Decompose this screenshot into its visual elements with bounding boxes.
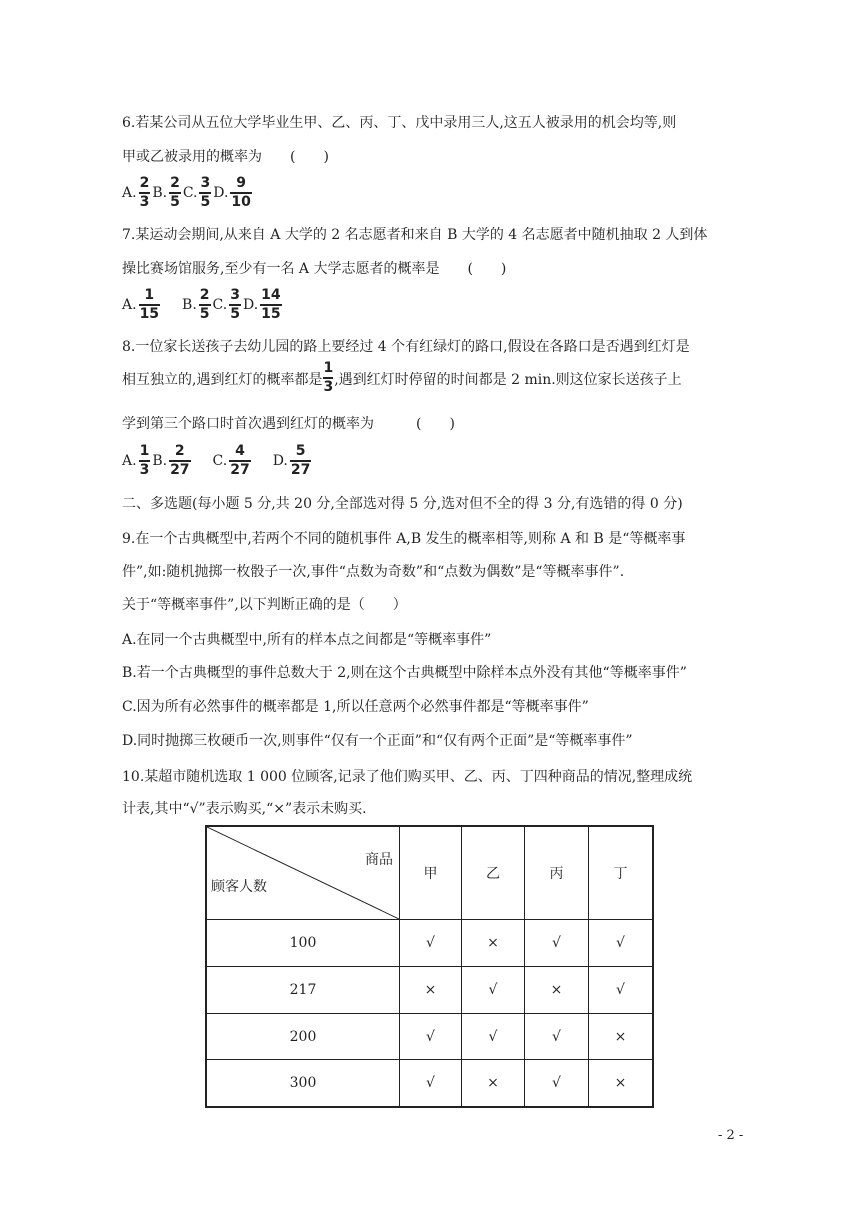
q6-option-d-label: D. <box>213 184 229 201</box>
purchase-mark: √ <box>525 920 589 967</box>
q9-text-line3: 关于“等概率事件”,以下判断正确的是（ ） <box>122 597 407 613</box>
q7-option-d-fraction <box>260 287 281 323</box>
q6-option-c-fraction <box>199 175 211 211</box>
denominator: 3 <box>323 378 334 395</box>
corner-label-customers: 顾客人数 <box>211 879 267 895</box>
denominator: 5 <box>170 193 180 210</box>
q6-option-b-fraction <box>169 175 181 211</box>
denominator: 5 <box>200 193 211 210</box>
purchase-mark: √ <box>400 1060 462 1107</box>
q10-text-line1: 10.某超市随机选取 1 000 位顾客,记录了他们购买甲、乙、丙、丁四种商品的情况,整理成统 <box>122 769 693 785</box>
q8-option-b-fraction <box>169 443 190 479</box>
numerator: 5 <box>295 443 306 459</box>
section-heading-multiple-choice: 二、多选题(每小题 5 分,共 20 分,全部选对得 5 分,选对但不全的得 3 分,有选错的得 0 分) <box>122 496 683 512</box>
q7-text-line1: 7.某运动会期间,从来自 A 大学的 2 名志愿者和来自 B 大学的 4 名志愿者中随机抽取 2 人到体 <box>122 227 708 243</box>
purchase-table <box>205 825 654 1108</box>
q8-text-line3: 学到第三个路口时首次遇到红灯的概率为 ( ) <box>122 416 455 432</box>
purchase-mark: √ <box>400 920 462 967</box>
q7-option-c-fraction <box>229 287 241 323</box>
denominator: 10 <box>231 193 251 210</box>
table-row <box>206 1060 653 1107</box>
q9-text-line1: 9.在一个古典概型中,若两个不同的随机事件 A,B 发生的概率相等,则称 A 和 B 是“等概率事 <box>122 531 686 547</box>
purchase-mark: × <box>589 1014 654 1060</box>
numerator: 2 <box>139 175 150 191</box>
q7-option-a-fraction <box>139 287 160 323</box>
purchase-mark: √ <box>589 967 654 1014</box>
denominator: 27 <box>170 461 190 478</box>
q8-option-c-label: C. <box>212 452 228 469</box>
numerator: 3 <box>230 287 240 303</box>
q9-option-c: C.因为所有必然事件的概率都是 1,所以任意两个必然事件都是“等概率事件” <box>122 699 589 715</box>
customer-count: 200 <box>206 1014 400 1060</box>
purchase-mark: √ <box>462 967 525 1014</box>
denominator: 5 <box>199 305 210 322</box>
q8-inline-fraction <box>323 360 333 396</box>
q8-option-a-label: A. <box>122 452 137 469</box>
q6-text-line1: 6.若某公司从五位大学毕业生甲、乙、丙、丁、戊中录用三人,这五人被录用的机会均等,则 <box>122 115 677 131</box>
q8-options <box>122 443 313 479</box>
q6-options <box>122 175 254 211</box>
q8-option-d-fraction <box>290 443 311 479</box>
purchase-mark: × <box>589 1060 654 1107</box>
column-header: 丙 <box>525 826 589 920</box>
customer-count: 300 <box>206 1060 400 1107</box>
numerator: 1 <box>144 287 155 303</box>
table-row <box>206 920 653 967</box>
denominator: 3 <box>139 461 150 478</box>
table-corner-cell <box>206 826 400 920</box>
q8-option-a-fraction <box>139 443 151 479</box>
denominator: 27 <box>230 461 250 478</box>
q8-option-b-label: B. <box>152 452 168 469</box>
q6-option-c-label: C. <box>182 184 198 201</box>
column-header: 甲 <box>400 826 462 920</box>
column-header: 乙 <box>462 826 525 920</box>
q8-option-d-label: D. <box>272 452 288 469</box>
purchase-mark: × <box>462 1060 525 1107</box>
q8-line2-pre: 相互独立的,遇到红灯的概率都是 <box>122 372 323 388</box>
purchase-mark: √ <box>589 920 654 967</box>
table-row <box>206 967 653 1014</box>
purchase-mark: × <box>525 967 589 1014</box>
q9-option-a: A.在同一个古典概型中,所有的样本点之间都是“等概率事件” <box>122 632 492 648</box>
q6-option-a-fraction <box>139 175 151 211</box>
numerator: 2 <box>199 287 210 303</box>
purchase-mark: × <box>400 967 462 1014</box>
numerator: 2 <box>174 443 185 459</box>
q9-text-line2: 件”,如:随机抛掷一枚骰子一次,事件“点数为奇数”和“点数为偶数”是“等概率事件”. <box>122 564 625 580</box>
q8-line2-post: ,遇到红灯时停留的时间都是 2 min.则这位家长送孩子上 <box>334 372 682 388</box>
q6-option-b-label: B. <box>152 184 168 201</box>
q7-option-c-label: C. <box>212 296 228 313</box>
denominator: 15 <box>261 305 281 322</box>
purchase-mark: √ <box>525 1014 589 1060</box>
customer-count: 217 <box>206 967 400 1014</box>
q7-option-b-label: B. <box>182 296 197 313</box>
numerator: 1 <box>323 360 334 377</box>
q8-text-line1: 8.一位家长送孩子去幼儿园的路上要经过 4 个有红绿灯的路口,假设在各路口是否遇到红灯是 <box>122 339 690 355</box>
numerator: 2 <box>170 175 180 191</box>
q7-option-b-fraction <box>199 287 211 323</box>
purchase-mark: × <box>462 920 525 967</box>
customer-count: 100 <box>206 920 400 967</box>
denominator: 15 <box>139 305 160 322</box>
q9-option-b: B.若一个古典概型的事件总数大于 2,则在这个古典概型中除样本点外没有其他“等概率事件” <box>122 665 687 681</box>
q8-option-c-fraction <box>229 443 250 479</box>
numerator: 4 <box>235 443 245 459</box>
q10-text-line2: 计表,其中“√”表示购买,“×”表示未购买. <box>122 801 367 817</box>
q6-option-d-fraction <box>230 175 251 211</box>
numerator: 1 <box>139 443 150 459</box>
numerator: 9 <box>236 175 247 191</box>
purchase-mark: √ <box>462 1014 525 1060</box>
table-header-row <box>206 826 653 920</box>
column-header: 丁 <box>589 826 654 920</box>
q7-text-line2: 操比赛场馆服务,至少有一名 A 大学志愿者的概率是 ( ) <box>122 261 507 277</box>
q8-text-line2 <box>122 362 682 398</box>
q7-option-a-label: A. <box>122 296 137 313</box>
purchase-mark: √ <box>400 1014 462 1060</box>
table-row <box>206 1014 653 1060</box>
q7-options <box>122 287 284 323</box>
purchase-mark: √ <box>525 1060 589 1107</box>
q6-text-line2: 甲或乙被录用的概率为 ( ) <box>122 149 329 165</box>
denominator: 3 <box>139 193 150 210</box>
page-number: - 2 - <box>718 1128 744 1143</box>
diagonal-line <box>207 827 399 919</box>
denominator: 5 <box>230 305 240 322</box>
q6-option-a-label: A. <box>122 184 137 201</box>
corner-label-goods: 商品 <box>365 852 393 868</box>
q9-option-d: D.同时抛掷三枚硬币一次,则事件“仅有一个正面”和“仅有两个正面”是“等概率事件” <box>122 733 633 749</box>
denominator: 27 <box>290 461 311 478</box>
q7-option-d-label: D. <box>242 296 259 313</box>
numerator: 14 <box>261 287 281 303</box>
numerator: 3 <box>200 175 211 191</box>
